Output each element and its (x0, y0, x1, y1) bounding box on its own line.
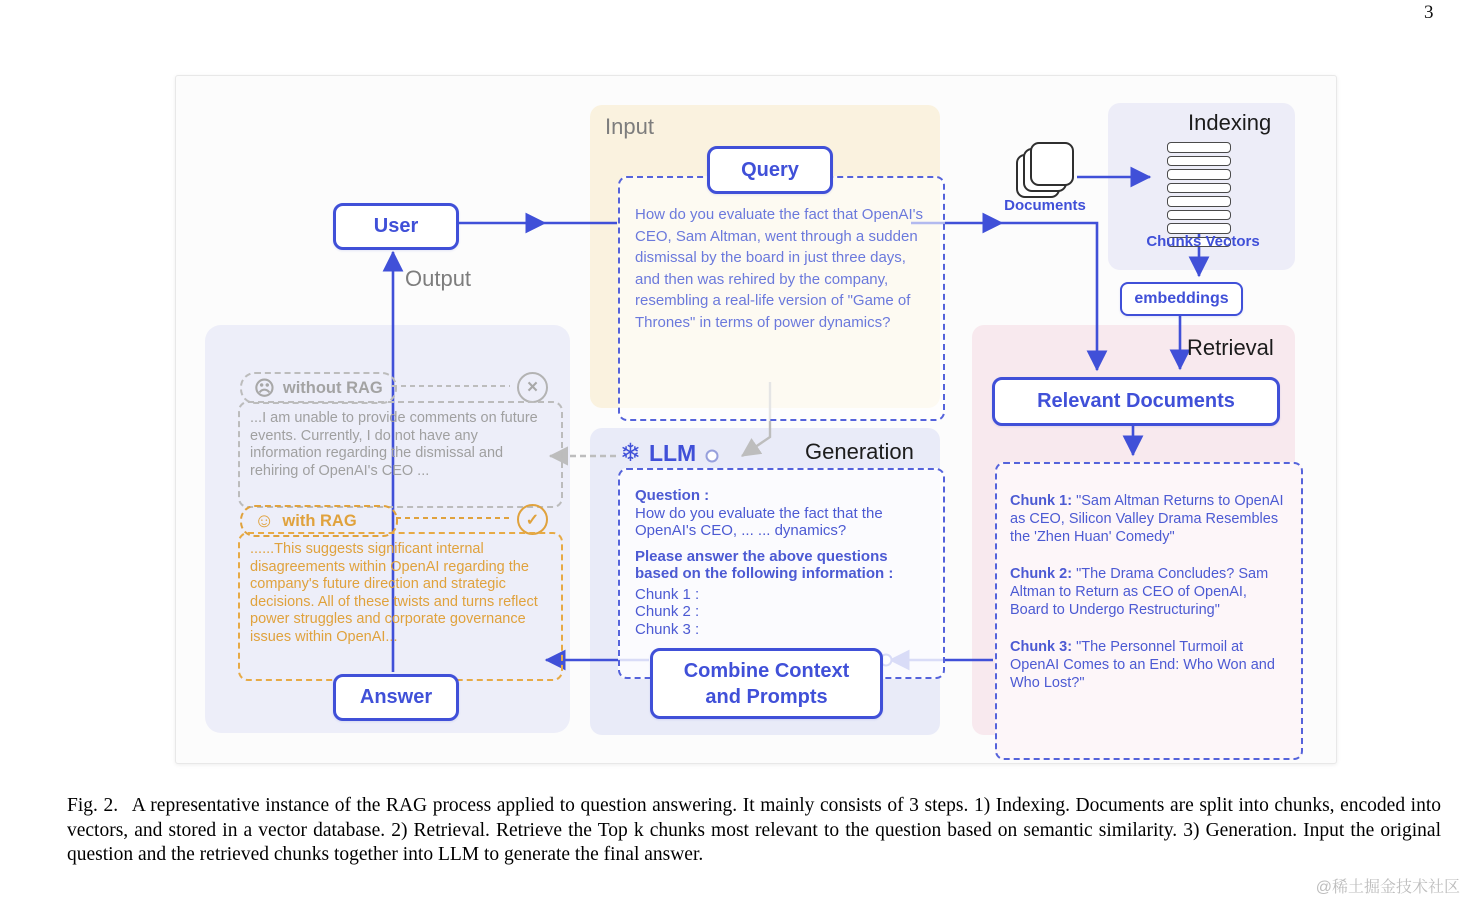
without-rag-label: ☹ without RAG (240, 372, 397, 404)
query-button: Query (707, 146, 833, 194)
without-rag-answer-box: ...I am unable to provide comments on future events. Currently, I do not have any information regarding the dismissal and rehiring of OpenAI's CEO ... (238, 401, 563, 508)
chunk-ref: Chunk 2 : (635, 603, 700, 620)
chunk-item: Chunk 3: "The Personnel Turmoil at OpenAI Comes to an End: Who Won and Who Lost?" (1010, 639, 1275, 691)
embeddings-button: embeddings (1120, 282, 1243, 316)
caption-prefix: Fig. 2. (67, 795, 119, 816)
with-rag-label: ☺ with RAG (240, 505, 398, 537)
chunk-ref: Chunk 3 : (635, 620, 700, 638)
close-icon: × (517, 372, 548, 403)
answer-button: Answer (333, 674, 459, 721)
caption-text: A representative instance of the RAG process applied to question answering. It mainly consists of 3 steps. 1) Indexing. Documents are split into chunks, encoded into vectors, and stored in a vector database. 2) Retrieval. Retrieve the Top k chunks most relevant to the question based on semantic similarity. 3) Generation. Input the original question and the retrieved chunks together into LLM to generate the final answer. (67, 795, 1442, 866)
question-text: How do you evaluate the fact that the OpenAI's CEO, ... ... dynamics? (635, 504, 883, 539)
chunk-item: Chunk 2: "The Drama Concludes? Sam Altman to Return as CEO of OpenAI, Board to Undergo Restructuring" (1010, 566, 1269, 618)
generation-section-label: Generation (805, 439, 914, 464)
documents-label: Documents (1004, 197, 1086, 214)
retrieved-chunks-box (995, 462, 1303, 760)
llm-label: LLM (648, 439, 697, 466)
input-section-label: Input (605, 114, 654, 139)
relevant-documents-button: Relevant Documents (992, 377, 1280, 426)
retrieval-section-label: Retrieval (1187, 335, 1274, 360)
documents-icon (1016, 142, 1074, 196)
figure-caption (67, 794, 1441, 868)
smiley-icon: ☺ (254, 509, 275, 532)
query-text-box (618, 176, 945, 421)
query-text: How do you evaluate the fact that OpenAI's CEO, Sam Altman, went through a sudden dismissal by the board in just three days, and then was rehired by the company, resembling a real-life version of "Game of Thrones" in terms of power dynamics? (635, 206, 924, 331)
llm-node (620, 438, 696, 468)
snowflake-icon: ❄ (620, 439, 641, 467)
check-icon: ✓ (517, 504, 548, 535)
user-box: User (333, 203, 459, 250)
sad-face-icon: ☹ (254, 377, 275, 400)
with-rag-answer-box: ......This suggests significant internal disagreements within OpenAI regarding the company's future direction and strategic decisions. All of these twists and turns reflect power struggles and corporate governance issues within OpenAI... (238, 532, 563, 681)
prompt-instruction: Please answer the above questions based on the following information : (635, 547, 894, 582)
output-label: Output (405, 266, 472, 291)
page-number: 3 (1424, 2, 1434, 23)
chunk-ref: Chunk 1 : (635, 585, 700, 603)
chunk-vectors-icon (1167, 142, 1231, 247)
indexing-section-label: Indexing (1188, 110, 1272, 135)
chunks-vectors-label: Chunks Vectors (1146, 233, 1260, 250)
combine-context-button: Combine Context and Prompts (650, 648, 883, 719)
watermark: @稀土掘金技术社区 (1315, 879, 1460, 896)
question-label: Question : (635, 487, 710, 504)
chunk-item: Chunk 1: "Sam Altman Returns to OpenAI as CEO, Silicon Valley Drama Resembles the 'Zhen Huan' Comedy" (1010, 493, 1284, 545)
